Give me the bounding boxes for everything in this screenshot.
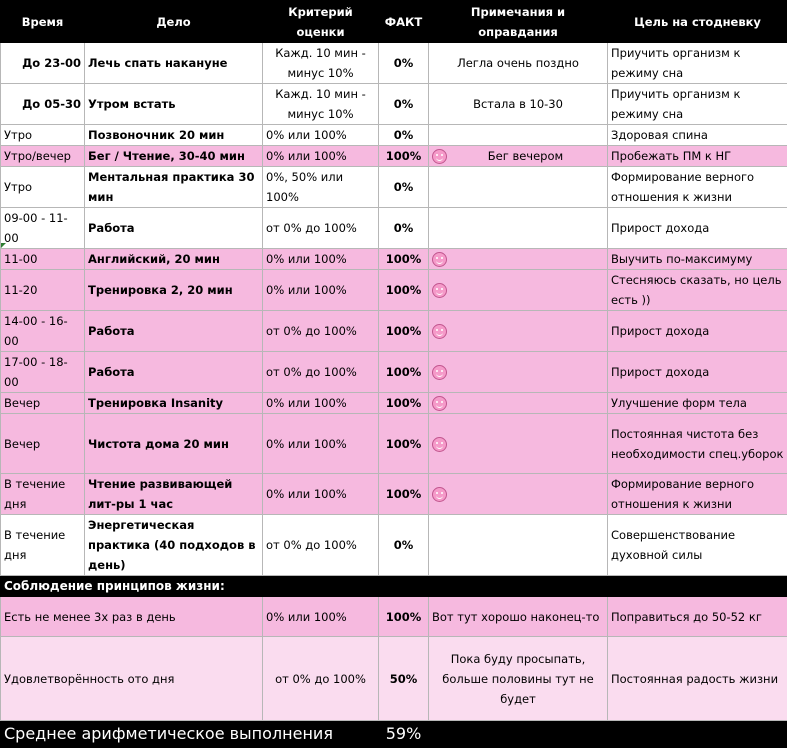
comment-indicator-icon <box>1 243 6 248</box>
cell-criterion[interactable]: 0% или 100% <box>263 249 379 270</box>
table-row <box>1 167 787 208</box>
principle-row <box>1 597 787 637</box>
cell-goal[interactable]: Прирост дохода <box>608 208 787 249</box>
header-notes[interactable]: Примечания и оправдания <box>429 1 608 43</box>
cell-criterion[interactable]: от 0% до 100% <box>263 515 379 576</box>
section-title[interactable]: Соблюдение принципов жизни: <box>1 576 787 597</box>
cell-note[interactable] <box>429 125 608 146</box>
cell-fact[interactable]: 100% <box>379 270 429 311</box>
table-row <box>1 208 787 249</box>
table-row <box>1 414 787 474</box>
pink-smiley-icon <box>432 437 447 452</box>
cell-goal[interactable]: Приучить организм к режиму сна <box>608 43 787 84</box>
cell-task[interactable]: Утром встать <box>85 84 263 125</box>
cell-goal[interactable]: Стесняюсь сказать, но цель есть )) <box>608 270 787 311</box>
cell-fact[interactable]: 0% <box>379 125 429 146</box>
cell-fact[interactable]: 100% <box>379 597 429 637</box>
header-fact[interactable]: ФАКТ <box>379 1 429 43</box>
cell-principle-task[interactable]: Есть не менее 3х раз в день <box>1 597 263 637</box>
table-row <box>1 249 787 270</box>
table-row <box>1 515 787 576</box>
cell-time[interactable]: Утро <box>1 167 85 208</box>
cell-note[interactable] <box>429 208 608 249</box>
cell-time[interactable]: Утро/вечер <box>1 146 85 167</box>
cell-time[interactable]: В течение дня <box>1 515 85 576</box>
cell-goal[interactable]: Здоровая спина <box>608 125 787 146</box>
cell-goal[interactable]: Поправиться до 50-52 кг <box>608 597 787 637</box>
average-label[interactable]: Среднее арифметическое выполнения <box>1 721 379 748</box>
pink-smiley-icon <box>432 252 447 267</box>
cell-fact[interactable]: 100% <box>379 393 429 414</box>
cell-note[interactable]: Встала в 10-30 <box>429 84 608 125</box>
cell-criterion[interactable]: 0% или 100% <box>263 474 379 515</box>
table-row <box>1 125 787 146</box>
pink-smiley-icon <box>432 487 447 502</box>
table-row <box>1 43 787 84</box>
cell-task[interactable]: Чтение развивающей лит-ры 1 час <box>85 474 263 515</box>
cell-fact[interactable]: 50% <box>379 637 429 721</box>
pink-smiley-icon <box>432 365 447 380</box>
table-row <box>1 352 787 393</box>
table-row <box>1 270 787 311</box>
pink-smiley-icon <box>432 396 447 411</box>
cell-time[interactable]: В течение дня <box>1 474 85 515</box>
table-row <box>1 393 787 414</box>
cell-time[interactable]: Вечер <box>1 414 85 474</box>
cell-time[interactable]: 11-00 <box>1 249 85 270</box>
cell-task[interactable]: Тренировка 2, 20 мин <box>85 270 263 311</box>
cell-note[interactable]: Вот тут хорошо наконец-то <box>429 597 608 637</box>
cell-fact[interactable]: 100% <box>379 146 429 167</box>
header-row <box>1 1 787 43</box>
cell-task[interactable]: Лечь спать накануне <box>85 43 263 84</box>
table-row <box>1 84 787 125</box>
cell-note[interactable] <box>429 270 608 311</box>
principle-row <box>1 637 787 721</box>
cell-time[interactable]: До 05-30 <box>1 84 85 125</box>
footer-empty[interactable] <box>429 721 608 748</box>
cell-task[interactable]: Позвоночник 20 мин <box>85 125 263 146</box>
cell-note[interactable] <box>429 249 608 270</box>
cell-criterion[interactable]: 0% или 100% <box>263 414 379 474</box>
cell-criterion[interactable]: 0% или 100% <box>263 125 379 146</box>
cell-goal[interactable]: Улучшение форм тела <box>608 393 787 414</box>
cell-note[interactable] <box>429 167 608 208</box>
cell-goal[interactable]: Пробежать ПМ к НГ <box>608 146 787 167</box>
cell-criterion[interactable]: от 0% до 100% <box>263 311 379 352</box>
cell-goal[interactable]: Выучить по-максимуму <box>608 249 787 270</box>
cell-task[interactable]: Ментальная практика 30 мин <box>85 167 263 208</box>
cell-time[interactable]: Вечер <box>1 393 85 414</box>
table-row <box>1 474 787 515</box>
cell-fact[interactable]: 100% <box>379 352 429 393</box>
cell-goal[interactable]: Формирование верного отношения к жизни <box>608 474 787 515</box>
cell-note[interactable] <box>429 311 608 352</box>
cell-note-text: Бег вечером <box>447 146 604 166</box>
cell-goal[interactable]: Постоянная радость жизни <box>608 637 787 721</box>
cell-task[interactable]: Чистота дома 20 мин <box>85 414 263 474</box>
cell-time[interactable]: Утро <box>1 125 85 146</box>
cell-fact[interactable]: 0% <box>379 84 429 125</box>
pink-smiley-icon <box>432 324 447 339</box>
cell-principle-task[interactable]: Удовлетворённость ото дня <box>1 637 263 721</box>
table-row <box>1 146 787 167</box>
cell-note[interactable] <box>429 393 608 414</box>
cell-criterion[interactable]: 0% или 100% <box>263 393 379 414</box>
table-row <box>1 311 787 352</box>
header-criterion[interactable]: Критерий оценки <box>263 1 379 43</box>
cell-fact[interactable]: 0% <box>379 515 429 576</box>
section-row <box>1 576 787 597</box>
cell-time[interactable]: 09-00 - 11-00 <box>1 208 85 249</box>
cell-goal[interactable]: Совершенствование духовной силы <box>608 515 787 576</box>
cell-criterion[interactable]: от 0% до 100% <box>263 352 379 393</box>
cell-criterion[interactable]: от 0% до 100% <box>263 637 379 721</box>
pink-smiley-icon <box>432 283 447 298</box>
average-value[interactable]: 59% <box>379 721 429 748</box>
footer-row <box>1 721 787 748</box>
cell-criterion[interactable]: 0%, 50% или 100% <box>263 167 379 208</box>
cell-criterion[interactable]: от 0% до 100% <box>263 208 379 249</box>
cell-criterion[interactable]: 0% или 100% <box>263 597 379 637</box>
cell-task[interactable]: Работа <box>85 352 263 393</box>
header-goal[interactable]: Цель на стодневку <box>608 1 787 43</box>
cell-task[interactable]: Энергетическая практика (40 подходов в день) <box>85 515 263 576</box>
cell-fact[interactable]: 100% <box>379 311 429 352</box>
cell-task[interactable]: Работа <box>85 208 263 249</box>
cell-task[interactable]: Бег / Чтение, 30-40 мин <box>85 146 263 167</box>
cell-time[interactable]: 14-00 - 16-00 <box>1 311 85 352</box>
cell-goal[interactable]: Прирост дохода <box>608 311 787 352</box>
pink-smiley-icon <box>432 149 447 164</box>
cell-note[interactable]: Пока буду просыпать, больше половины тут не будет <box>429 637 608 721</box>
cell-fact[interactable]: 0% <box>379 208 429 249</box>
cell-note[interactable] <box>429 474 608 515</box>
cell-fact[interactable]: 0% <box>379 43 429 84</box>
cell-note[interactable] <box>429 515 608 576</box>
cell-criterion[interactable]: Кажд. 10 мин - минус 10% <box>263 84 379 125</box>
cell-criterion[interactable]: 0% или 100% <box>263 270 379 311</box>
cell-fact[interactable]: 100% <box>379 474 429 515</box>
cell-note[interactable] <box>429 352 608 393</box>
cell-fact[interactable]: 100% <box>379 249 429 270</box>
cell-note[interactable] <box>429 146 608 167</box>
cell-goal[interactable]: Прирост дохода <box>608 352 787 393</box>
cell-criterion[interactable]: 0% или 100% <box>263 146 379 167</box>
cell-time[interactable]: 11-20 <box>1 270 85 311</box>
cell-task[interactable]: Английский, 20 мин <box>85 249 263 270</box>
cell-goal[interactable]: Формирование верного отношения к жизни <box>608 167 787 208</box>
cell-note[interactable]: Легла очень поздно <box>429 43 608 84</box>
cell-goal[interactable]: Постоянная чистота без необходимости спец.уборок <box>608 414 787 474</box>
footer-empty[interactable] <box>608 721 787 748</box>
cell-time[interactable]: До 23-00 <box>1 43 85 84</box>
header-task[interactable]: Дело <box>85 1 263 43</box>
cell-task[interactable]: Тренировка Insanity <box>85 393 263 414</box>
cell-fact[interactable]: 100% <box>379 414 429 474</box>
cell-criterion[interactable]: Кажд. 10 мин - минус 10% <box>263 43 379 84</box>
cell-task[interactable]: Работа <box>85 311 263 352</box>
cell-note[interactable] <box>429 414 608 474</box>
cell-fact[interactable]: 0% <box>379 167 429 208</box>
cell-time[interactable]: 17-00 - 18-00 <box>1 352 85 393</box>
header-time[interactable]: Время <box>1 1 85 43</box>
cell-goal[interactable]: Приучить организм к режиму сна <box>608 84 787 125</box>
